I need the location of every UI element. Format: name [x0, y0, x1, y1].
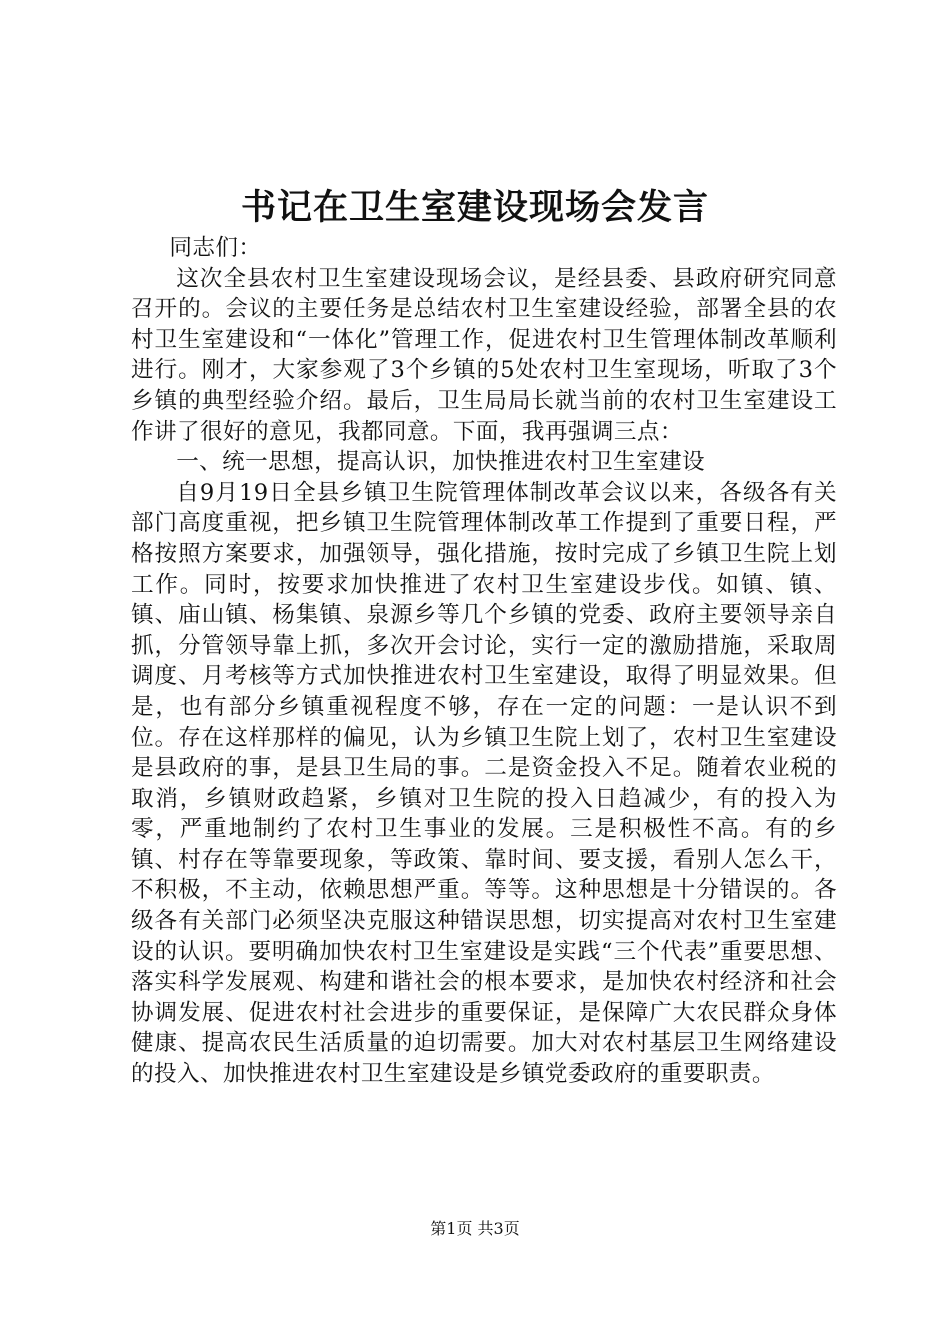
paragraph-section-1: 自9月19日全县乡镇卫生院管理体制改革会议以来，各级各有关部门高度重视，把乡镇卫生院管理体制改革工作提到了重要日程，严格按照方案要求，加强领导，强化措施，按时完成了乡镇卫生院上划工作。同时，按要求加快推进了农村卫生室建设步伐。如镇、镇、镇、庙山镇、杨集镇、泉源乡等几个乡镇的党委、政府主要领导亲自抓，分管领导靠上抓，多次开会讨论，实行一定的激励措施，采取周调度、月考核等方式加快推进农村卫生室建设，取得了明显效果。但是，也有部分乡镇重视程度不够，存在一定的问题：一是认识不到位。存在这样那样的偏见，认为乡镇卫生院上划了，农村卫生室建设是县政府的事，是县卫生局的事。二是资金投入不足。随着农业税的取消，乡镇财政趋紧，乡镇对卫生院的投入日趋减少，有的投入为零，严重地制约了农村卫生事业的发展。三是积极性不高。有的乡镇、村存在等靠要现象，等政策、靠时间、要支援，看别人怎么干，不积极，不主动，依赖思想严重。等等。这种思想是十分错误的。各级各有关部门必须坚决克服这种错误思想，切实提高对农村卫生室建设的认识。要明确加快农村卫生室建设是实践“三个代表”重要思想、落实科学发展观、构建和谐社会的根本要求，是加快农村经济和社会协调发展、促进农村社会进步的重要保证，是保障广大农民群众身体健康、提高农民生活质量的迫切需要。加大对农村基层卫生网络建设的投入、加快推进农村卫生室建设是乡镇党委政府的重要职责。 [131, 479, 837, 1088]
salutation: 同志们： [169, 235, 262, 261]
paragraph-intro: 这次全县农村卫生室建设现场会议，是经县委、县政府研究同意召开的。会议的主要任务是总结农村卫生室建设经验，部署全县的农村卫生室建设和“一体化”管理工作，促进农村卫生管理体制改革顺利进行。刚才，大家参观了3个乡镇的5处农村卫生室现场，听取了3个乡镇的典型经验介绍。最后，卫生局局长就当前的农村卫生室建设工作讲了很好的意见，我都同意。下面，我再强调三点： [131, 265, 837, 445]
document-title: 书记在卫生室建设现场会发言 [240, 187, 709, 228]
section-heading-1: 一、统一思想，提高认识，加快推进农村卫生室建设 [176, 449, 706, 476]
page-footer: 第1页 共3页 [430, 1219, 520, 1238]
document-body [131, 233, 837, 1090]
